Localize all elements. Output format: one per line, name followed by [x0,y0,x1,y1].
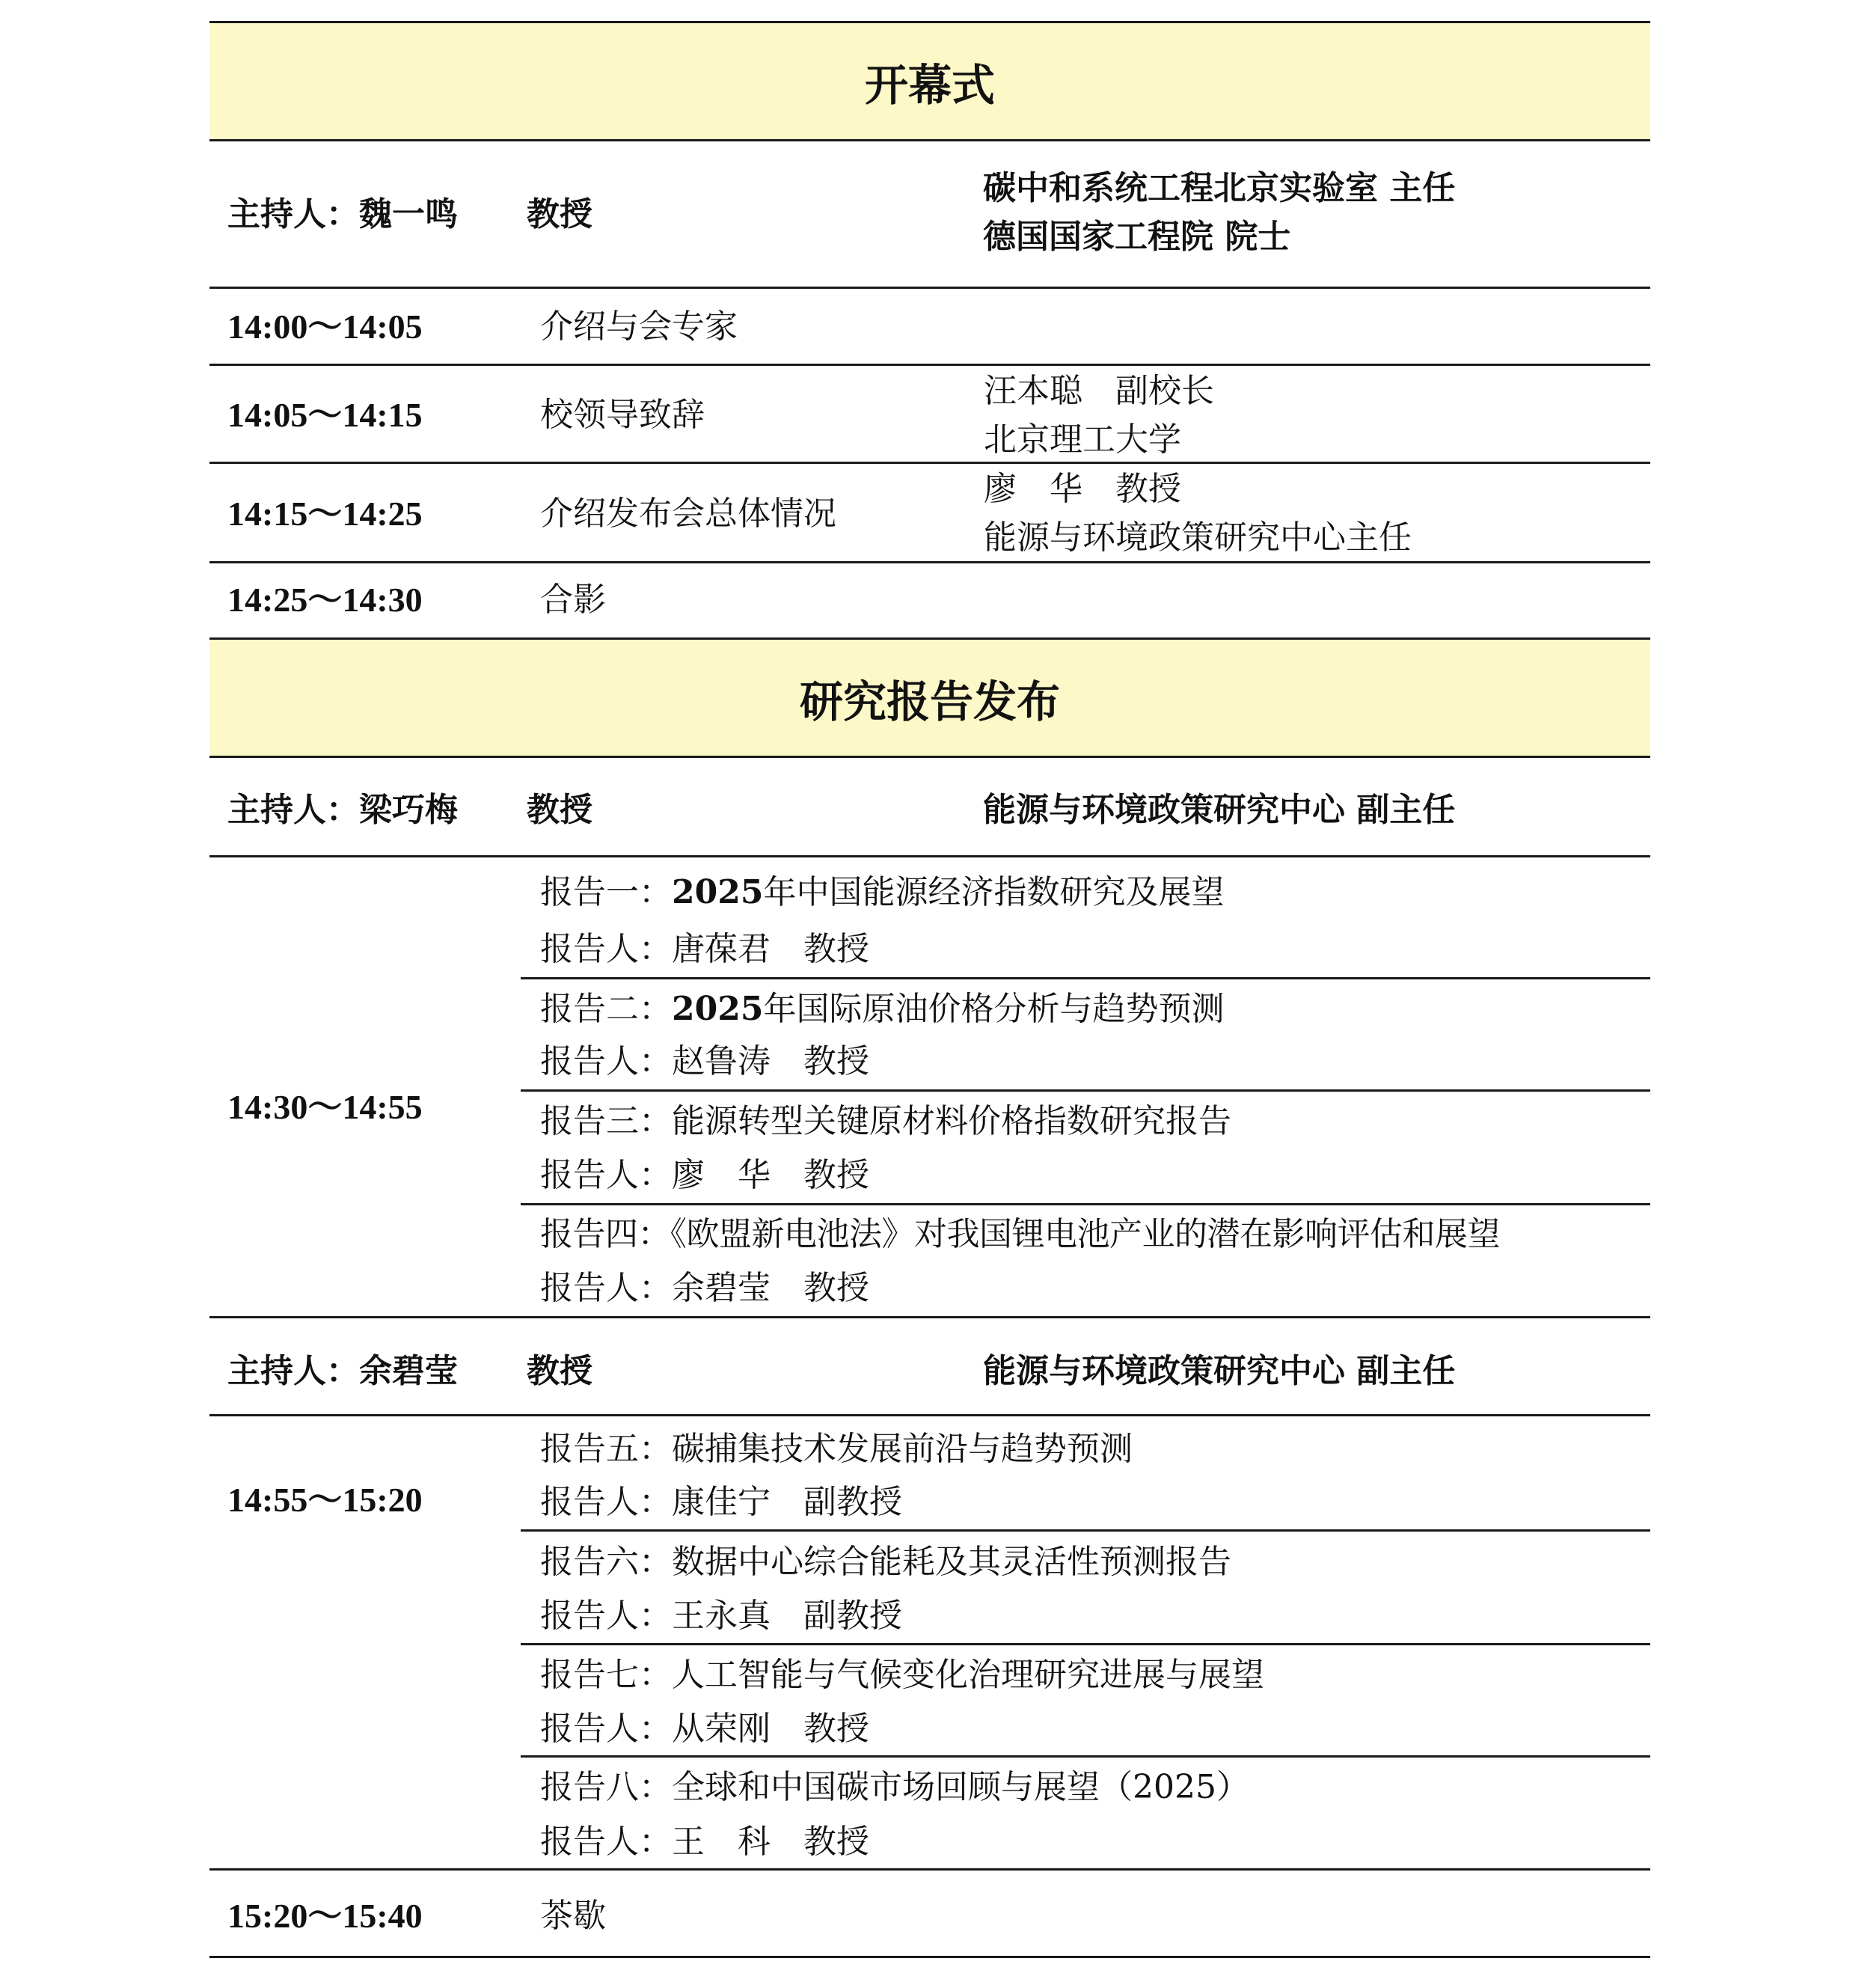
report-title: 报告五：碳捕集技术发展前沿与趋势预测 [540,1430,1133,1468]
table-rule [521,1755,1650,1758]
table-rule [209,1956,1650,1958]
time-slot: 14:25～14:30 [227,581,423,619]
report-title: 报告二：2025年国际原油价格分析与趋势预测 [540,990,1225,1028]
host-title: 教授 [527,195,592,233]
table-rule [209,1316,1650,1318]
section-header-release [209,640,1650,756]
report-title: 报告四：《欧盟新电池法》对我国锂电池产业的潜在影响评估和展望 [540,1215,1500,1253]
speaker-name: 汪本聪 副校长 [984,372,1214,410]
table-rule [209,1414,1650,1416]
table-rule [209,756,1650,758]
reporter: 报告人：唐葆君 教授 [540,930,869,968]
time-slot: 14:55～15:20 [227,1481,423,1519]
reporter: 报告人：康佳宁 副教授 [540,1483,902,1521]
speaker-name: 廖 华 教授 [984,470,1181,508]
section-header-opening [209,23,1650,139]
table-rule [209,139,1650,141]
time-slot: 14:15～14:25 [227,495,423,533]
reporter: 报告人：廖 华 教授 [540,1156,869,1194]
agenda-item: 校领导致辞 [540,396,705,434]
table-rule [521,1529,1650,1532]
reporter: 报告人：赵鲁涛 教授 [540,1042,869,1080]
host-label: 主持人：魏一鸣 [227,195,458,233]
time-slot: 14:30～14:55 [227,1088,423,1126]
table-rule [209,287,1650,289]
section-title: 研究报告发布 [799,676,1060,727]
speaker-affiliation: 能源与环境政策研究中心主任 [984,519,1412,557]
table-rule [209,364,1650,366]
host-affiliation: 能源与环境政策研究中心 副主任 [983,1352,1456,1390]
agenda-item: 茶歇 [540,1897,606,1935]
table-rule [209,855,1650,857]
reporter: 报告人：王 科 教授 [540,1823,869,1861]
agenda-item: 介绍与会专家 [540,308,738,346]
agenda-item: 介绍发布会总体情况 [540,495,836,533]
speaker-affiliation: 北京理工大学 [984,420,1181,459]
report-title: 报告六：数据中心综合能耗及其灵活性预测报告 [540,1543,1231,1581]
report-title: 报告八：全球和中国碳市场回顾与展望（2025） [540,1768,1249,1806]
host-affiliation: 碳中和系统工程北京实验室 主任 [983,169,1456,207]
host-title: 教授 [527,1352,592,1390]
time-slot: 14:00～14:05 [227,308,423,346]
section-title: 开幕式 [864,59,995,111]
reporter: 报告人：余碧莹 教授 [540,1269,869,1307]
host-title: 教授 [527,791,592,829]
table-rule [209,561,1650,563]
table-rule [521,1643,1650,1645]
table-rule [209,462,1650,464]
reporter: 报告人：王永真 副教授 [540,1597,902,1635]
host-affiliation: 德国国家工程院 院士 [983,218,1291,256]
table-rule [209,1868,1650,1871]
host-label: 主持人：梁巧梅 [227,791,458,829]
report-title: 报告三：能源转型关键原材料价格指数研究报告 [540,1102,1231,1140]
table-rule [521,977,1650,979]
table-rule [521,1089,1650,1092]
host-label: 主持人：余碧莹 [227,1352,458,1390]
table-rule [521,1203,1650,1205]
agenda-item: 合影 [540,581,606,619]
report-title: 报告一：2025年中国能源经济指数研究及展望 [540,873,1225,911]
time-slot: 14:05～14:15 [227,396,423,434]
time-slot: 15:20～15:40 [227,1897,423,1935]
host-affiliation: 能源与环境政策研究中心 副主任 [983,791,1456,829]
report-title: 报告七：人工智能与气候变化治理研究进展与展望 [540,1656,1264,1694]
reporter: 报告人：从荣刚 教授 [540,1710,869,1748]
